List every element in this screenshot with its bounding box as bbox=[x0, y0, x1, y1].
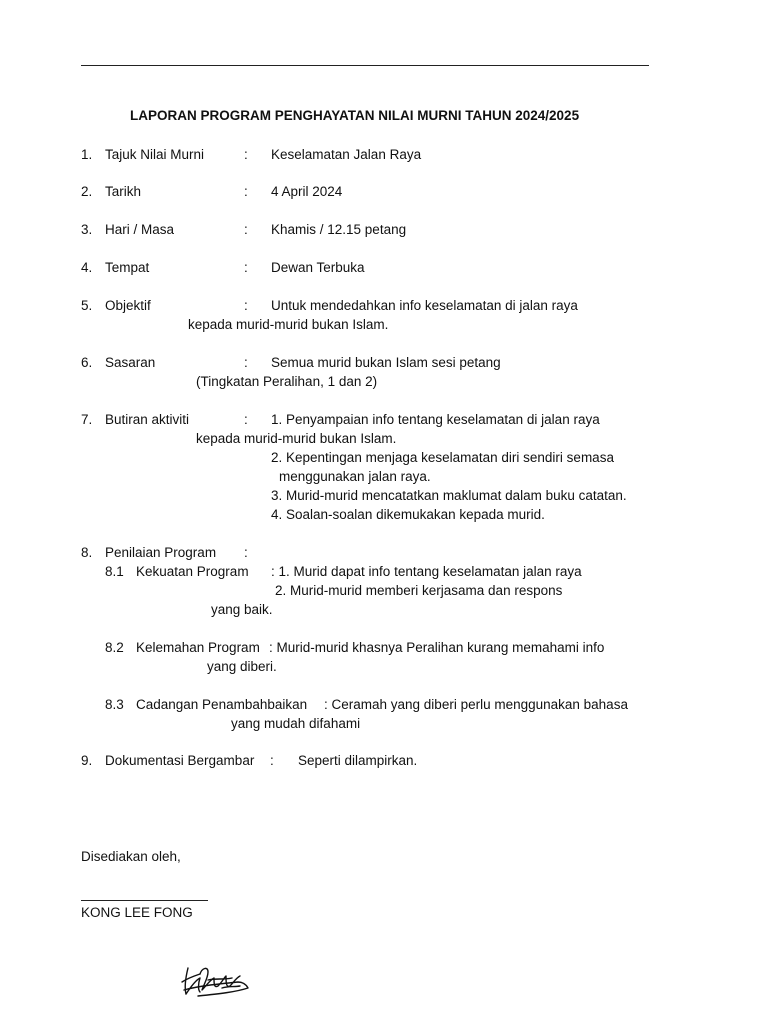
report-title: LAPORAN PROGRAM PENGHAYATAN NILAI MURNI TAHUN 2024/2025 bbox=[130, 108, 580, 123]
item-7-line: 4. Soalan-soalan dikemukakan kepada murid. bbox=[271, 507, 545, 522]
subitem-8-2-label: Kelemahan Program bbox=[136, 640, 260, 655]
item-4-colon: : bbox=[244, 260, 248, 275]
subitem-8-1-label: Kekuatan Program bbox=[136, 564, 249, 579]
item-8-colon: : bbox=[244, 545, 248, 560]
item-1-value: Keselamatan Jalan Raya bbox=[271, 147, 422, 162]
item-1-label: Tajuk Nilai Murni bbox=[105, 147, 205, 162]
item-8-label: Penilaian Program bbox=[105, 545, 217, 560]
item-6-label: Sasaran bbox=[105, 355, 156, 370]
item-9-colon: : bbox=[270, 753, 274, 768]
subitem-8-2-line: yang diberi. bbox=[207, 659, 277, 674]
item-5-colon: : bbox=[244, 298, 248, 313]
item-1-colon: : bbox=[244, 147, 248, 162]
item-5-number: 5. bbox=[81, 298, 93, 313]
item-7-line: 3. Murid-murid mencatatkan maklumat dalam buku catatan. bbox=[271, 488, 627, 503]
item-7-label: Butiran aktiviti bbox=[105, 412, 190, 427]
subitem-8-1-line: 2. Murid-murid memberi kerjasama dan respons bbox=[275, 583, 563, 598]
item-2-colon: : bbox=[244, 184, 248, 199]
subitem-8-2-number: 8.2 bbox=[105, 640, 124, 655]
subitem-8-3-line: yang mudah difahami bbox=[231, 716, 361, 731]
top-rule bbox=[81, 65, 649, 66]
item-7-line: 2. Kepentingan menjaga keselamatan diri sendiri semasa bbox=[271, 450, 614, 465]
item-6-colon: : bbox=[244, 355, 248, 370]
item-4-label: Tempat bbox=[105, 260, 150, 275]
item-7-colon: : bbox=[244, 412, 248, 427]
subitem-8-2-line: : Murid-murid khasnya Peralihan kurang memahami info bbox=[269, 640, 605, 655]
subitem-8-1-number: 8.1 bbox=[105, 564, 124, 579]
handwritten-signature bbox=[178, 960, 252, 1000]
signature-line bbox=[81, 900, 208, 901]
item-3-value: Khamis / 12.15 petang bbox=[271, 222, 407, 237]
item-7-number: 7. bbox=[81, 412, 93, 427]
item-7-line: 1. Penyampaian info tentang keselamatan di jalan raya bbox=[271, 412, 600, 427]
item-6-continuation: (Tingkatan Peralihan, 1 dan 2) bbox=[196, 374, 378, 389]
subitem-8-1-line: yang baik. bbox=[211, 602, 273, 617]
item-1-number: 1. bbox=[81, 147, 93, 162]
item-3-label: Hari / Masa bbox=[105, 222, 175, 237]
item-2-number: 2. bbox=[81, 184, 93, 199]
item-4-value: Dewan Terbuka bbox=[271, 260, 365, 275]
item-8-number: 8. bbox=[81, 545, 93, 560]
item-2-label: Tarikh bbox=[105, 184, 142, 199]
subitem-8-3-line: : Ceramah yang diberi perlu menggunakan bahasa bbox=[324, 697, 628, 712]
subitem-8-3-number: 8.3 bbox=[105, 697, 124, 712]
item-5-continuation: kepada murid-murid bukan Islam. bbox=[188, 317, 389, 332]
item-7-line: menggunakan jalan raya. bbox=[279, 469, 431, 484]
subitem-8-1-line: : 1. Murid dapat info tentang keselamatan jalan raya bbox=[271, 564, 582, 579]
item-3-number: 3. bbox=[81, 222, 93, 237]
item-7-line: kepada murid-murid bukan Islam. bbox=[196, 431, 397, 446]
item-6-value: Semua murid bukan Islam sesi petang bbox=[271, 355, 501, 370]
item-9-label: Dokumentasi Bergambar bbox=[105, 753, 255, 768]
item-4-number: 4. bbox=[81, 260, 93, 275]
item-6-number: 6. bbox=[81, 355, 93, 370]
item-9-number: 9. bbox=[81, 753, 93, 768]
item-2-value: 4 April 2024 bbox=[271, 184, 343, 199]
signatory-name: KONG LEE FONG bbox=[81, 905, 193, 920]
item-5-label: Objektif bbox=[105, 298, 151, 313]
item-9-value: Seperti dilampirkan. bbox=[298, 753, 418, 768]
prepared-by-label: Disediakan oleh, bbox=[81, 849, 181, 864]
item-5-value: Untuk mendedahkan info keselamatan di jalan raya bbox=[271, 298, 578, 313]
item-3-colon: : bbox=[244, 222, 248, 237]
subitem-8-3-label: Cadangan Penambahbaikan bbox=[136, 697, 308, 712]
